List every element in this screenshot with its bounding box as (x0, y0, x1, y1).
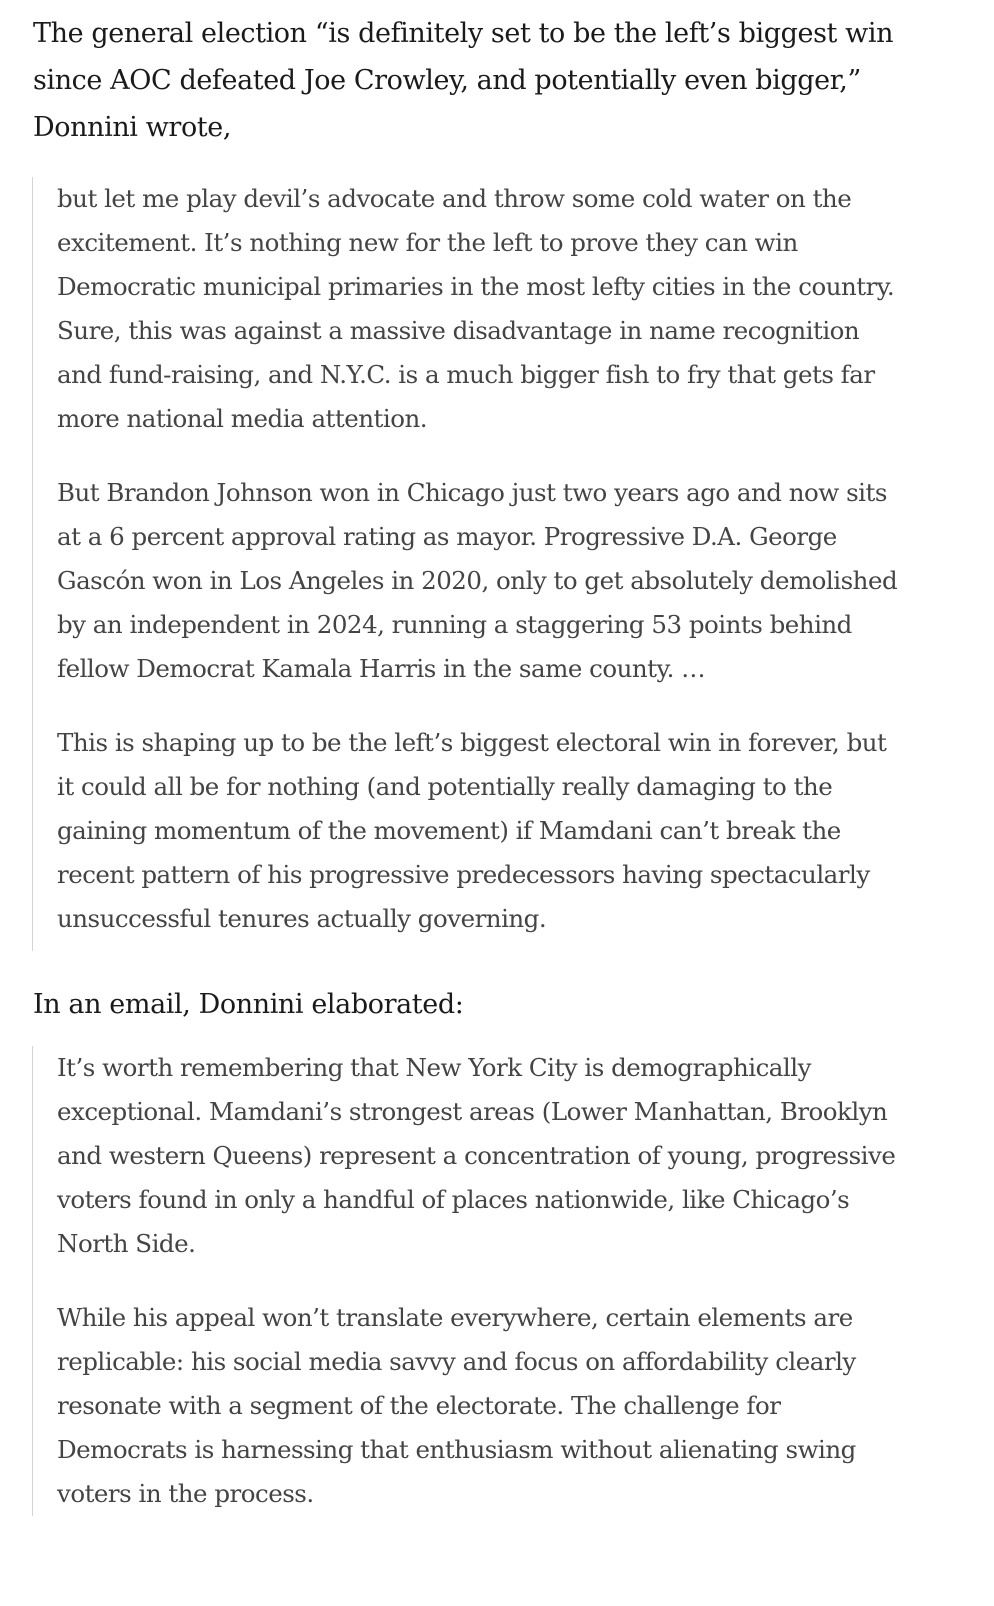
first-quote-paragraph-3: This is shaping up to be the left’s biggest electoral win in forever, but it could all be for nothing (and potentially really damaging to the gaining momentum of the movement) if Mamdani can’t break the recent pattern of his progressive predecessors having spectacularly unsuccessful tenures actually governing. (57, 728, 887, 933)
second-quote-paragraph-2: While his appeal won’t translate everywhere, certain elements are replicable: his social media savvy and focus on affordability clearly resonate with a segment of the electorate. The challenge for Democrats is harnessing that enthusiasm without alienating swing voters in the process. (57, 1303, 856, 1508)
first-quote-paragraph-1: but let me play devil’s advocate and throw some cold water on the excitement. It’s nothing new for the left to prove they can win Democratic municipal primaries in the most lefty cities in the country. Sure, this was against a massive disadvantage in name recognition and fund-raising, and N.Y.C. is a much bigger fish to fry that gets far more national media attention. (57, 184, 895, 433)
second-quote-paragraph-1: It’s worth remembering that New York City is demographically exceptional. Mamdani’s strongest areas (Lower Manhattan, Brooklyn and western Queens) represent a concentration of young, progressive voters found in only a handful of places nationwide, like Chicago’s North Side. (57, 1053, 896, 1258)
email-paragraph: In an email, Donnini elaborated: (33, 989, 464, 1020)
second-blockquote (32, 1046, 994, 1516)
intro-paragraph: The general election “is definitely set to be the left’s biggest win since AOC defeated Joe Crowley, and potentially even bigger,” Donnini wrote, (33, 18, 894, 143)
first-quote-paragraph-2: But Brandon Johnson won in Chicago just two years ago and now sits at a 6 percent approval rating as mayor. Progressive D.A. George Gascón won in Los Angeles in 2020, only to get absolutely demolished by an independent in 2024, running a staggering 53 points behind fellow Democrat Kamala Harris in the same county. … (57, 478, 898, 683)
first-blockquote (32, 177, 994, 951)
